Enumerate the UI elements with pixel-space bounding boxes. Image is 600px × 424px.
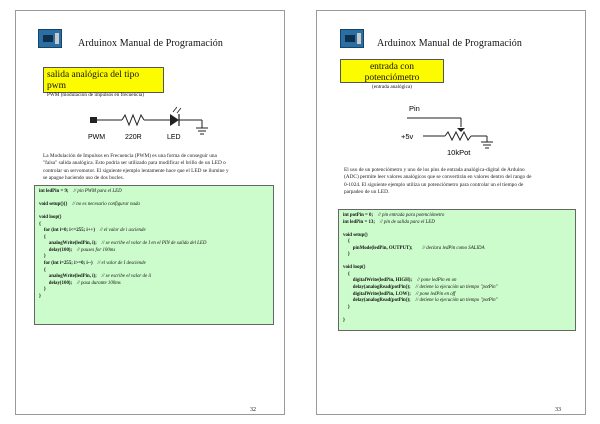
resistor-label: 220R bbox=[125, 134, 142, 141]
code-statement: void setup(){} bbox=[39, 202, 68, 208]
pwm-label: PWM bbox=[88, 134, 106, 141]
pwm-led-circuit-diagram bbox=[88, 103, 218, 143]
code-comment: // se escribe el valor de ii bbox=[101, 274, 152, 280]
code-statement: { bbox=[39, 234, 46, 240]
section-title: entrada con potenciómetro bbox=[364, 62, 420, 83]
code-statement: void loop() bbox=[343, 265, 366, 271]
page-header-title: Arduinox Manual de Programación bbox=[377, 38, 523, 49]
resistor-symbol bbox=[122, 115, 144, 125]
code-statement: digitalWrite(ledPin, LOW); bbox=[343, 291, 411, 297]
code-statement: analogWrite(ledPin, i); bbox=[39, 241, 97, 247]
code-comment: // pin de salida para el LED bbox=[379, 219, 435, 225]
code-comment: // detiene la ejecución un tiempo "potPin" bbox=[415, 298, 498, 304]
paragraph-line: La Modulación de Impulsos en Frecuencia (PWM) es una forma de conseguir una bbox=[43, 153, 217, 159]
paragraph-line: controlar un servomotor. El siguiente ejemplo lentamente hace que el LED se ilumine y bbox=[43, 167, 229, 174]
right-page bbox=[316, 10, 586, 415]
arduino-board-logo bbox=[340, 29, 364, 48]
code-statement: delay(analogRead(potPin)); bbox=[343, 298, 411, 304]
code-comment: // pin PWM para el LED bbox=[73, 189, 122, 194]
code-comment: // pone ledPin en off bbox=[415, 291, 456, 297]
code-statement: pinMode(ledPin, OUTPUT); bbox=[343, 245, 413, 251]
code-block bbox=[34, 185, 274, 325]
page-number: 33 bbox=[555, 407, 561, 413]
code-statement: for (int i=0; i<=255; i++) bbox=[39, 228, 95, 234]
code-line bbox=[39, 294, 269, 301]
paragraph-line: (ADC) permite leer valores analógicos que se convertirán en valores dentro del rango de bbox=[344, 174, 532, 181]
left-page bbox=[15, 10, 285, 415]
section-title-box bbox=[43, 67, 164, 98]
code-statement: } bbox=[39, 254, 46, 260]
paragraph-line: 0-1024. El siguiente ejemplo utiliza un potenciómetro para controlar un el tiempo de bbox=[344, 181, 524, 188]
paragraph-line: se apague haciendo uso de dos bucles. bbox=[43, 175, 125, 182]
section-subtitle: PWM (modulación de impulsos en frecuencia) bbox=[47, 92, 144, 98]
pin-label: Pin bbox=[409, 104, 420, 113]
code-statement: int ledPin = 9; bbox=[39, 189, 69, 194]
description-paragraph bbox=[43, 153, 273, 183]
code-statement: } bbox=[343, 304, 350, 310]
led-label: LED bbox=[167, 134, 181, 141]
code-comment: // el valor de i asciende bbox=[99, 228, 146, 234]
code-statement: } bbox=[343, 252, 350, 258]
code-comment: // detiene la ejecución un tiempo "potPin" bbox=[415, 285, 498, 291]
code-statement: analogWrite(ledPin, i); bbox=[39, 274, 97, 280]
code-statement: delay(analogRead(potPin)); bbox=[343, 285, 411, 291]
potentiometer-symbol bbox=[445, 132, 471, 140]
page-number: 32 bbox=[250, 407, 256, 413]
code-block bbox=[338, 209, 576, 331]
code-statement: { bbox=[39, 267, 46, 273]
section-title: salida analógica del tipo pwm bbox=[47, 70, 140, 91]
code-statement: } bbox=[39, 287, 46, 293]
code-comment: // pauses for 100ms bbox=[77, 247, 116, 253]
code-statement: void setup() bbox=[343, 232, 368, 238]
code-statement: } bbox=[343, 317, 345, 323]
code-comment: // no es necesario configurar nada bbox=[72, 202, 140, 208]
code-comment: // se escribe el valor de I en el PIN de salida del LED bbox=[101, 241, 207, 247]
code-comment: // pasa durante 100ms bbox=[77, 280, 121, 286]
code-comment: // pone ledPin en on bbox=[417, 278, 457, 284]
description-paragraph bbox=[344, 167, 579, 197]
arduino-board-logo bbox=[38, 29, 62, 48]
section-subtitle: (entrada analógica) bbox=[372, 84, 412, 90]
code-statement: digitalWrite(ledPin, HIGH); bbox=[343, 278, 413, 284]
paragraph-line: El uso de un potenciómetro y uno de los pins de entrada analógica-digital de Arduino bbox=[344, 167, 525, 173]
code-line bbox=[343, 318, 571, 325]
pot-label: 10kPot bbox=[447, 148, 471, 157]
led-symbol bbox=[170, 114, 179, 126]
page-header-title: Arduinox Manual de Programación bbox=[78, 38, 224, 49]
pwm-pin-terminal bbox=[90, 117, 97, 123]
code-statement: void loop() bbox=[39, 215, 62, 221]
code-statement: { bbox=[343, 271, 350, 277]
code-comment: // el valor de I desciende bbox=[97, 261, 146, 267]
section-title-box bbox=[340, 59, 444, 90]
potentiometer-circuit-diagram bbox=[399, 99, 509, 159]
code-statement: delay(100); bbox=[39, 280, 73, 286]
code-comment: // pin entrada para potenciómetro bbox=[378, 213, 445, 218]
code-statement: { bbox=[39, 221, 41, 227]
code-statement: int potPin = 0; bbox=[343, 213, 374, 218]
code-statement: delay(100); bbox=[39, 247, 73, 253]
code-statement: int ledPin = 13; bbox=[343, 219, 375, 225]
code-statement: for (int i=255; i>=0; i--) bbox=[39, 261, 93, 267]
supply-label: +5v bbox=[401, 132, 414, 141]
code-comment: // declara ledPin como SALIDA bbox=[417, 245, 485, 251]
paragraph-line: parpadeo de un LED. bbox=[344, 189, 390, 196]
paragraph-line: "falsa" salida analógica. Esto podría ser utilizado para modificar el brillo de un LED o bbox=[43, 160, 226, 167]
code-statement: } bbox=[39, 293, 41, 299]
code-statement: { bbox=[343, 239, 350, 245]
